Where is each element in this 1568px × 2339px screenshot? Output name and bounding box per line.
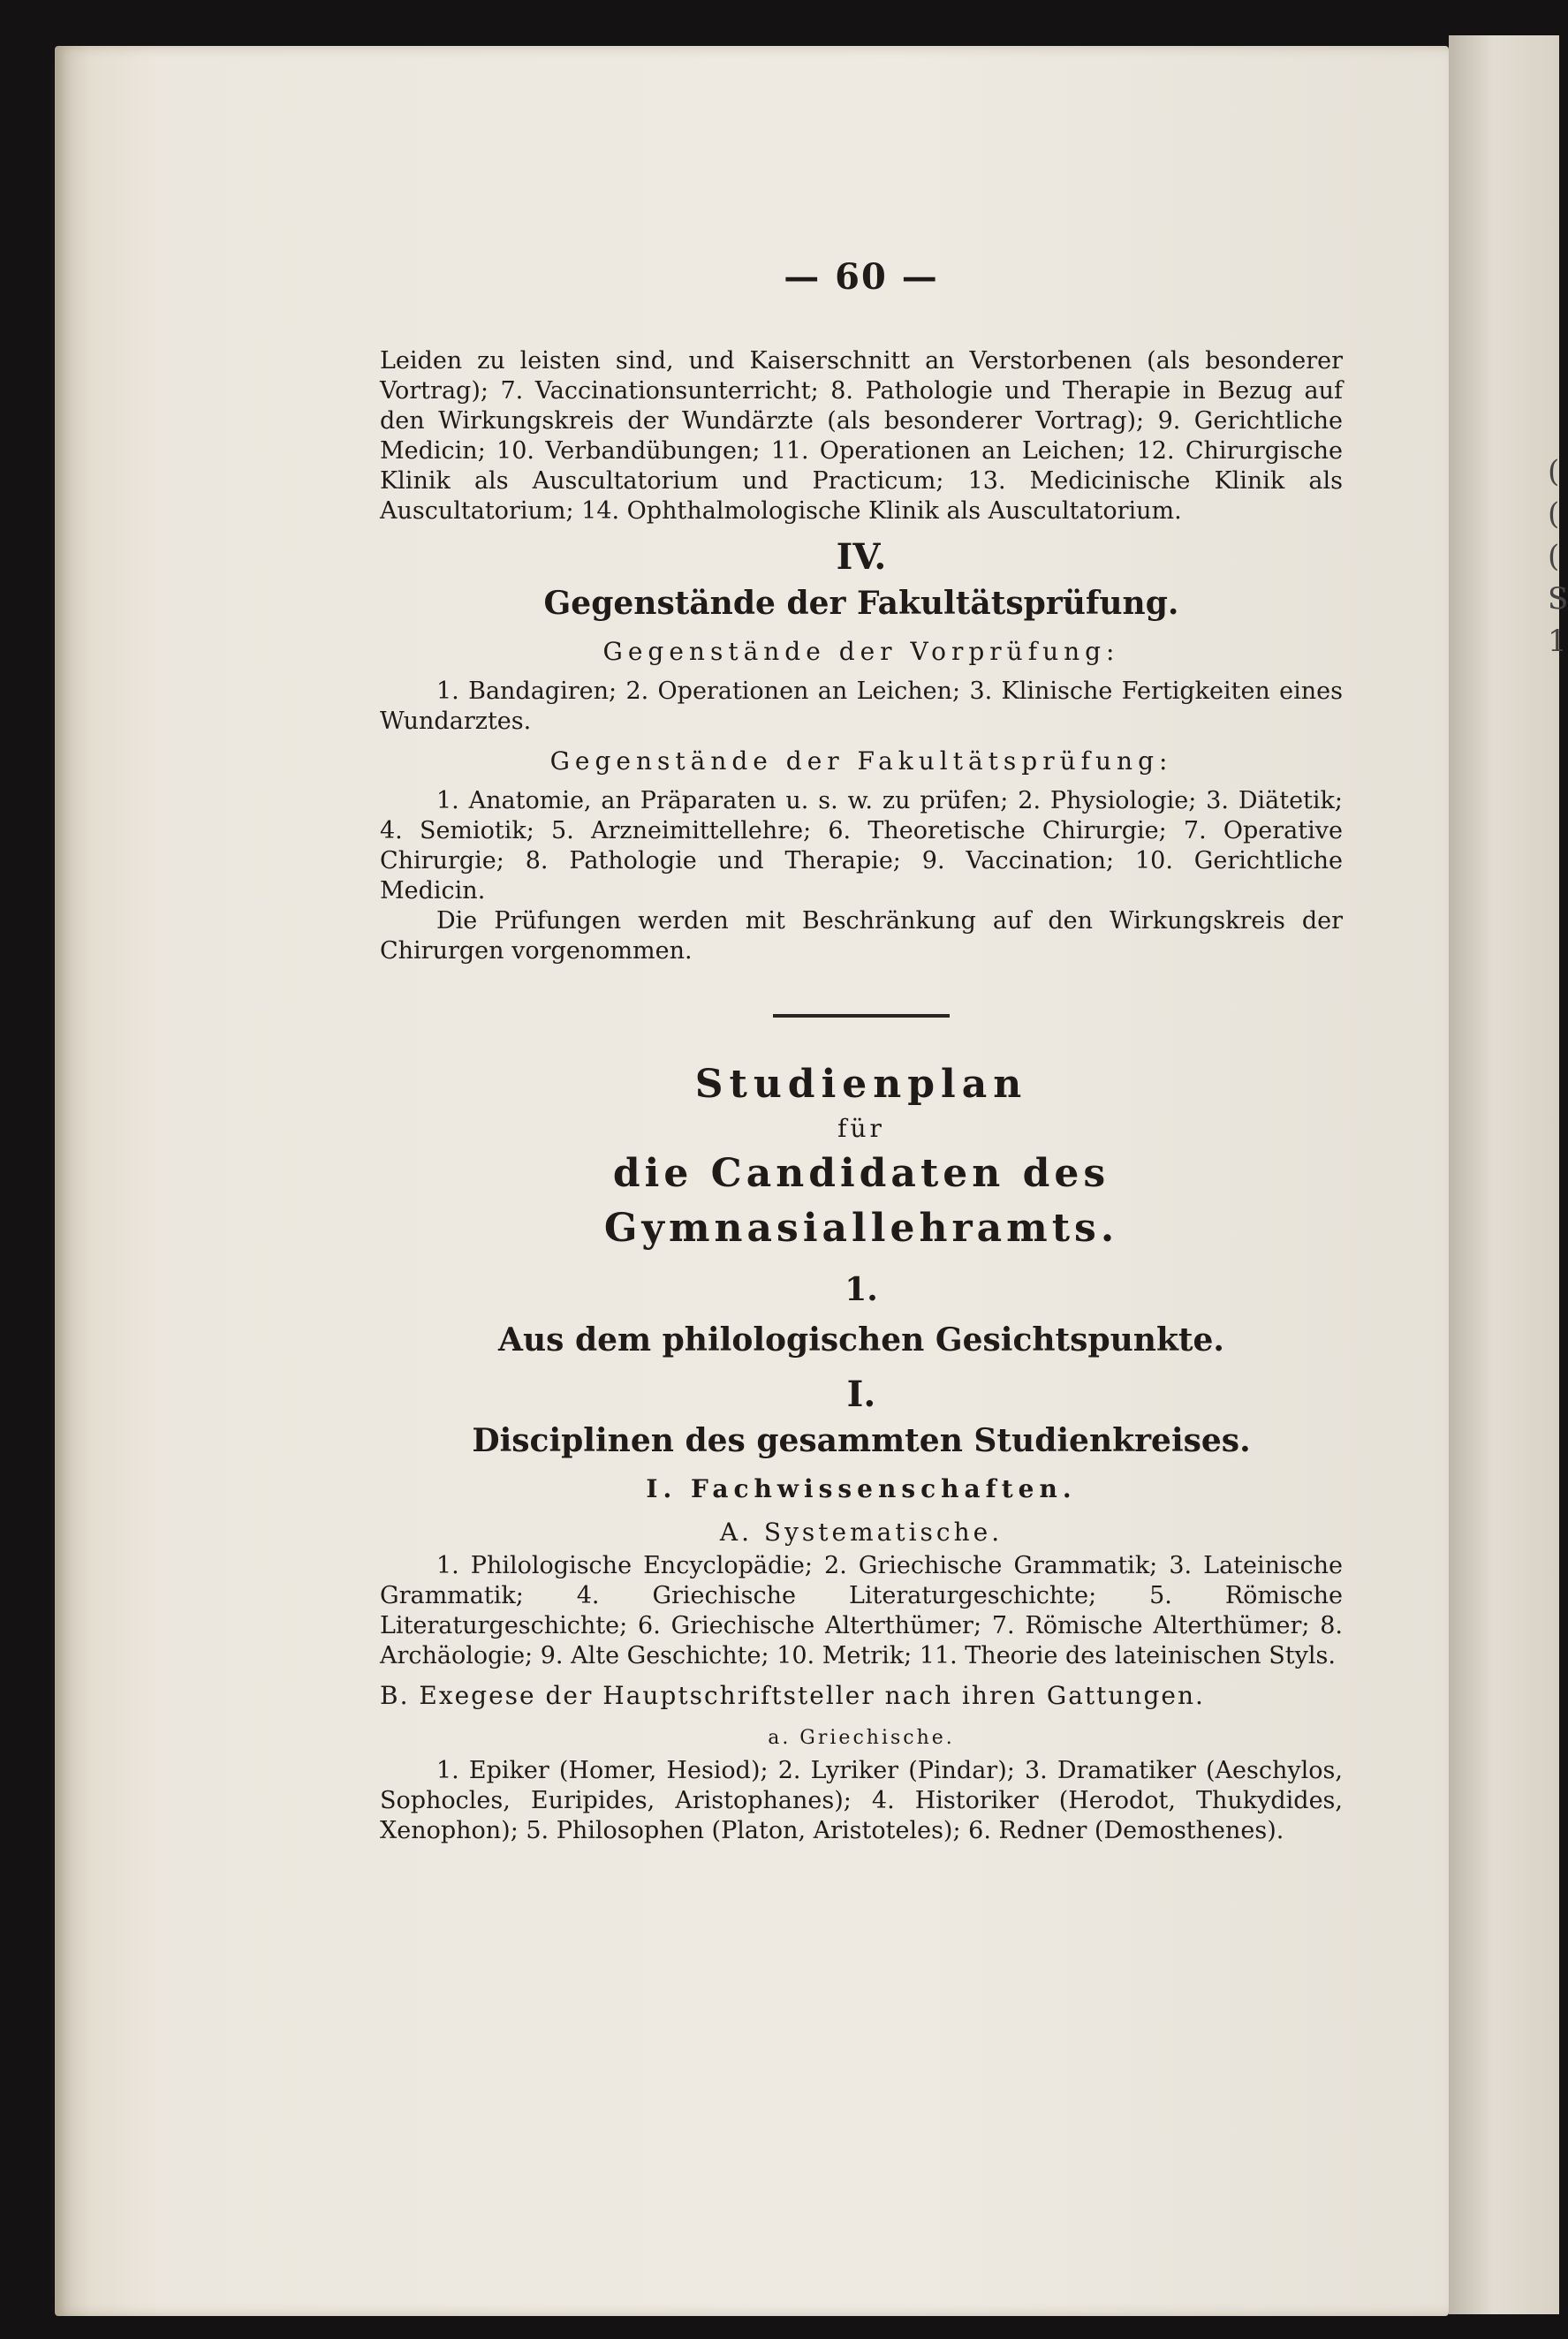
section-number-iv: IV. <box>836 536 887 578</box>
title-studienplan: Studienplan <box>694 1062 1028 1107</box>
page-content <box>380 346 1343 1846</box>
subheading-exegese: B. Exegese der Hauptschriftsteller nach ihren Gattungen. <box>380 1681 1205 1710</box>
subheading-fakultaetspruefung: Gegenstände der Fakultätsprüfung: <box>549 746 1173 776</box>
heading-philologischer-gesichtspunkt: Aus dem philologischen Gesichtspunkte. <box>498 1321 1224 1359</box>
subheading-systematische: A. Systematische. <box>719 1518 1004 1547</box>
title-fuer: für <box>837 1114 885 1143</box>
paragraph-fakultaetspruefung-list: 1. Anatomie, an Präparaten u. s. w. zu prüfen; 2. Physiologie; 3. Diätetik; 4. Semiotik; 5. Arzneimittellehre; 6. Theoretische Chirurgie; 7. Operative Chirurgie; 8. Pathologie und Therapie; 9. Vaccination; 10. Gerichtliche Medicin. <box>380 787 1343 905</box>
paragraph-griechische-list: 1. Epiker (Homer, Hesiod); 2. Lyriker (Pindar); 3. Dramatiker (Aeschylos, Sophocles, Euripides, Aristophanes); 4. Historiker (Herodot, Thukydides, Xenophon); 5. Philosophen (Platon, Aristoteles); 6. Redner (Demosthenes). <box>380 1757 1343 1844</box>
adjacent-page-edge <box>1449 35 1568 2314</box>
paragraph-pruefungen-note: Die Prüfungen werden mit Beschränkung auf den Wirkungskreis der Chirurgen vorgenommen. <box>380 907 1343 965</box>
book-page <box>55 46 1449 2316</box>
adjacent-page-text: ( ( ( S 1 <box>1548 454 1568 659</box>
page-number: — 60 — <box>784 256 939 298</box>
paragraph-continued-list: Leiden zu leisten sind, und Kaiserschnitt an Verstorbenen (als besonderer Vortrag); 7. Vaccinationsunterricht; 8. Pathologie und Therapie in Bezug auf den Wirkungskreis der Wundärzte (als besonderer Vortrag); 9. Gerichtliche Medicin; 10. Verbandübungen; 11. Operationen an Leichen; 12. Chirurgische Klinik als Auscultatorium und Practicum; 13. Medicinische Klinik als Auscultatorium; 14. Ophthalmologische Klinik als Auscultatorium. <box>380 347 1343 525</box>
subheading-vorpruefung: Gegenstände der Vorprüfung: <box>602 637 1120 666</box>
title-candidaten: die Candidaten des Gymnasiallehramts. <box>603 1151 1119 1251</box>
section-divider <box>773 1014 950 1018</box>
section-heading-fakultaetspruefung: Gegenstände der Fakultätsprüfung. <box>543 585 1179 622</box>
section-number-1: 1. <box>845 1271 878 1308</box>
paragraph-systematische-list: 1. Philologische Encyclopädie; 2. Griechische Grammatik; 3. Lateinische Grammatik; 4. Griechische Literaturgeschichte; 5. Römische Literaturgeschichte; 6. Griechische Alterthümer; 7. Römische Alterthümer; 8. Archäologie; 9. Alte Geschichte; 10. Metrik; 11. Theorie des lateinischen Styls. <box>380 1552 1343 1669</box>
subheading-griechische: a. Griechische. <box>768 1727 955 1749</box>
paragraph-vorpruefung-list: 1. Bandagiren; 2. Operationen an Leichen; 3. Klinische Fertigkeiten eines Wundarztes. <box>380 677 1343 735</box>
heading-disciplinen: Disciplinen des gesammten Studienkreises. <box>472 1422 1251 1459</box>
subheading-fachwissenschaften: I. Fachwissenschaften. <box>646 1474 1077 1503</box>
page-body <box>380 46 1343 2316</box>
section-number-i: I. <box>846 1374 876 1415</box>
